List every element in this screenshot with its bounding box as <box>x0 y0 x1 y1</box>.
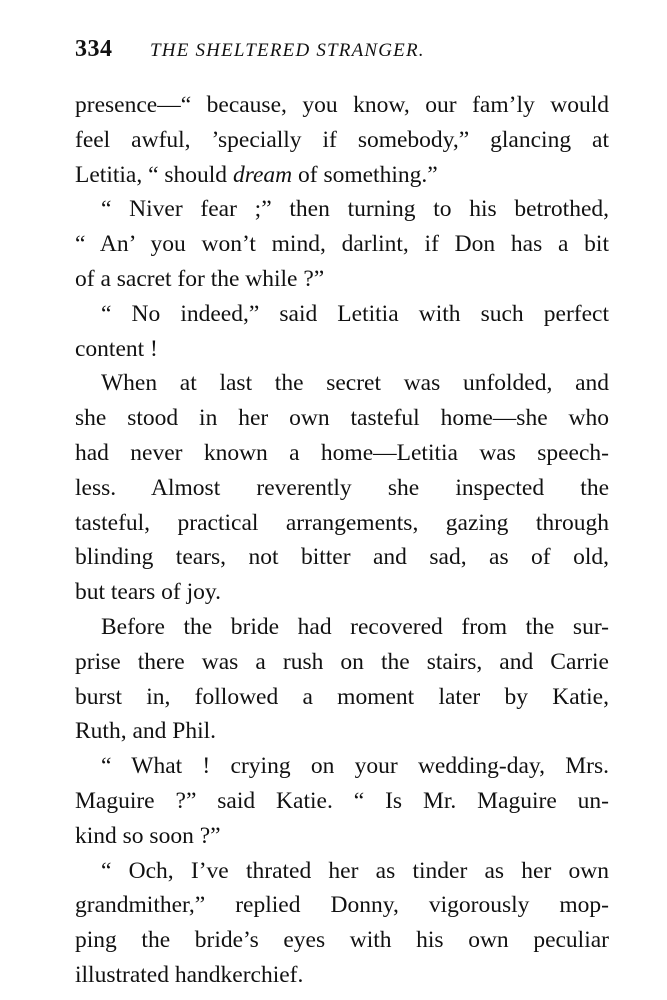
text-line <box>75 158 609 193</box>
text-line: blinding tears, not bitter and sad, as of old, <box>75 544 609 571</box>
text-line: she stood in her own tasteful home—she who <box>75 405 609 432</box>
text-segment: Letitia, “ should <box>75 161 233 188</box>
text-line: “ Och, I’ve thrated her as tinder as her own <box>101 857 609 884</box>
paragraph <box>75 192 609 296</box>
text-line: grandmither,” replied Donny, vigorously mop- <box>75 892 609 919</box>
paragraph <box>75 297 609 367</box>
text-line: When at last the secret was unfolded, and <box>101 370 609 397</box>
text-line: “ What ! crying on your wedding-day, Mrs. <box>101 753 609 780</box>
body-text <box>75 88 609 993</box>
paragraph <box>75 366 609 610</box>
text-line: of a sacret for the while ?” <box>75 265 325 292</box>
text-line: Before the bride had recovered from the sur- <box>101 613 609 640</box>
text-line: but tears of joy. <box>75 579 221 606</box>
text-segment: of something.” <box>292 161 438 188</box>
text-line: “ Niver fear ;” then turning to his betrothed, <box>101 196 609 223</box>
text-line: Maguire ?” said Katie. “ Is Mr. Maguire un- <box>75 787 609 814</box>
text-line: Ruth, and Phil. <box>75 718 217 745</box>
text-line: content ! <box>75 335 158 362</box>
text-line: kind so soon ?” <box>75 822 221 849</box>
paragraph <box>75 749 609 853</box>
text-line: had never known a home—Letitia was speech- <box>75 439 609 466</box>
text-line: ping the bride’s eyes with his own peculiar <box>75 927 609 954</box>
text-line: tasteful, practical arrangements, gazing through <box>75 509 609 536</box>
paragraph <box>75 854 609 993</box>
text-line: “ An’ you won’t mind, darlint, if Don has a bit <box>75 231 609 258</box>
text-line: burst in, followed a moment later by Katie, <box>75 683 609 710</box>
paragraph <box>75 610 609 749</box>
text-line: “ No indeed,” said Letitia with such perfect <box>101 300 609 327</box>
text-line: presence—“ because, you know, our fam’ly would <box>75 92 609 118</box>
paragraph <box>75 88 609 192</box>
running-head <box>75 34 615 66</box>
page-number: 334 <box>75 36 113 62</box>
text-line: feel awful, ’specially if somebody,” glancing at <box>75 126 609 153</box>
running-title: THE SHELTERED STRANGER. <box>150 40 425 61</box>
text-line: less. Almost reverently she inspected the <box>75 474 609 501</box>
text-line: illustrated handkerchief. <box>75 961 304 988</box>
emphasized-word: dream <box>232 161 293 188</box>
text-line: prise there was a rush on the stairs, and Carrie <box>75 648 609 675</box>
